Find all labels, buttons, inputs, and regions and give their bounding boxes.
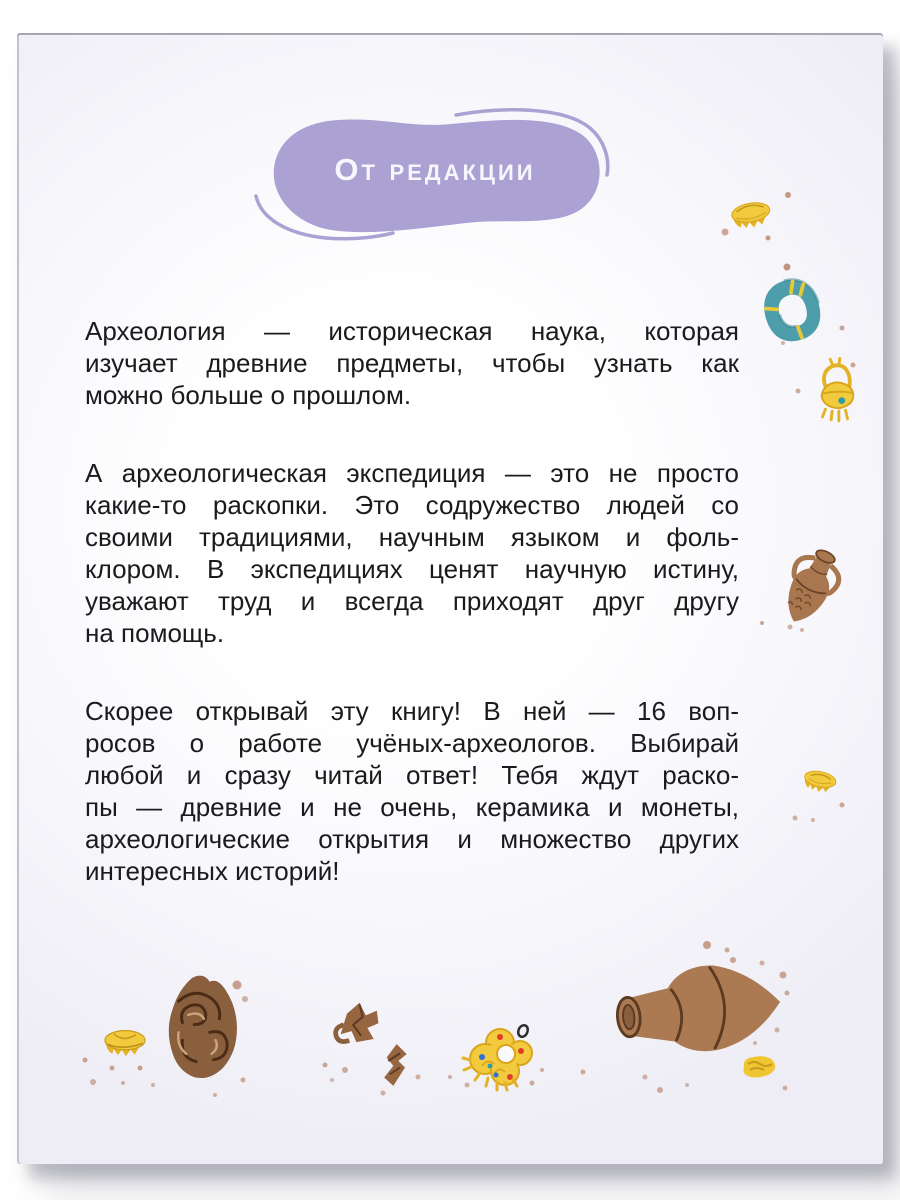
text-line: своими традициями, научным языком и фоль- xyxy=(85,522,739,552)
text-line: изучает древние предметы, чтобы узнать как xyxy=(85,348,739,378)
text-line: А археологическая экспедиция — это не просто xyxy=(85,458,739,488)
text-line: можно больше о прошлом. xyxy=(85,380,412,410)
text-line: пы — древние и не очень, керамика и монеты, xyxy=(85,792,739,822)
text-line: какие-то раскопки. Это содружество людей со xyxy=(85,490,739,520)
book-page xyxy=(17,33,883,1164)
text-line: клором. В экспедициях ценят научную истину, xyxy=(85,554,739,584)
text-line: Археология — историческая наука, которая xyxy=(85,316,739,346)
text-line: интересных историй! xyxy=(85,856,340,886)
text-line: росов о работе учёных-археологов. Выбирай xyxy=(85,728,739,758)
dirt-speckles-layer xyxy=(17,33,883,1164)
page-title: От редакции xyxy=(334,152,536,187)
text-line: любой и сразу читай ответ! Тебя ждут раско- xyxy=(85,760,739,790)
text-line: археологические открытия и множество других xyxy=(85,824,739,854)
text-line: Скорее открывай эту книгу! В ней — 16 воп- xyxy=(85,696,739,726)
text-line: на помощь. xyxy=(85,618,225,648)
text-line: уважают труд и всегда приходят друг другу xyxy=(85,586,739,616)
